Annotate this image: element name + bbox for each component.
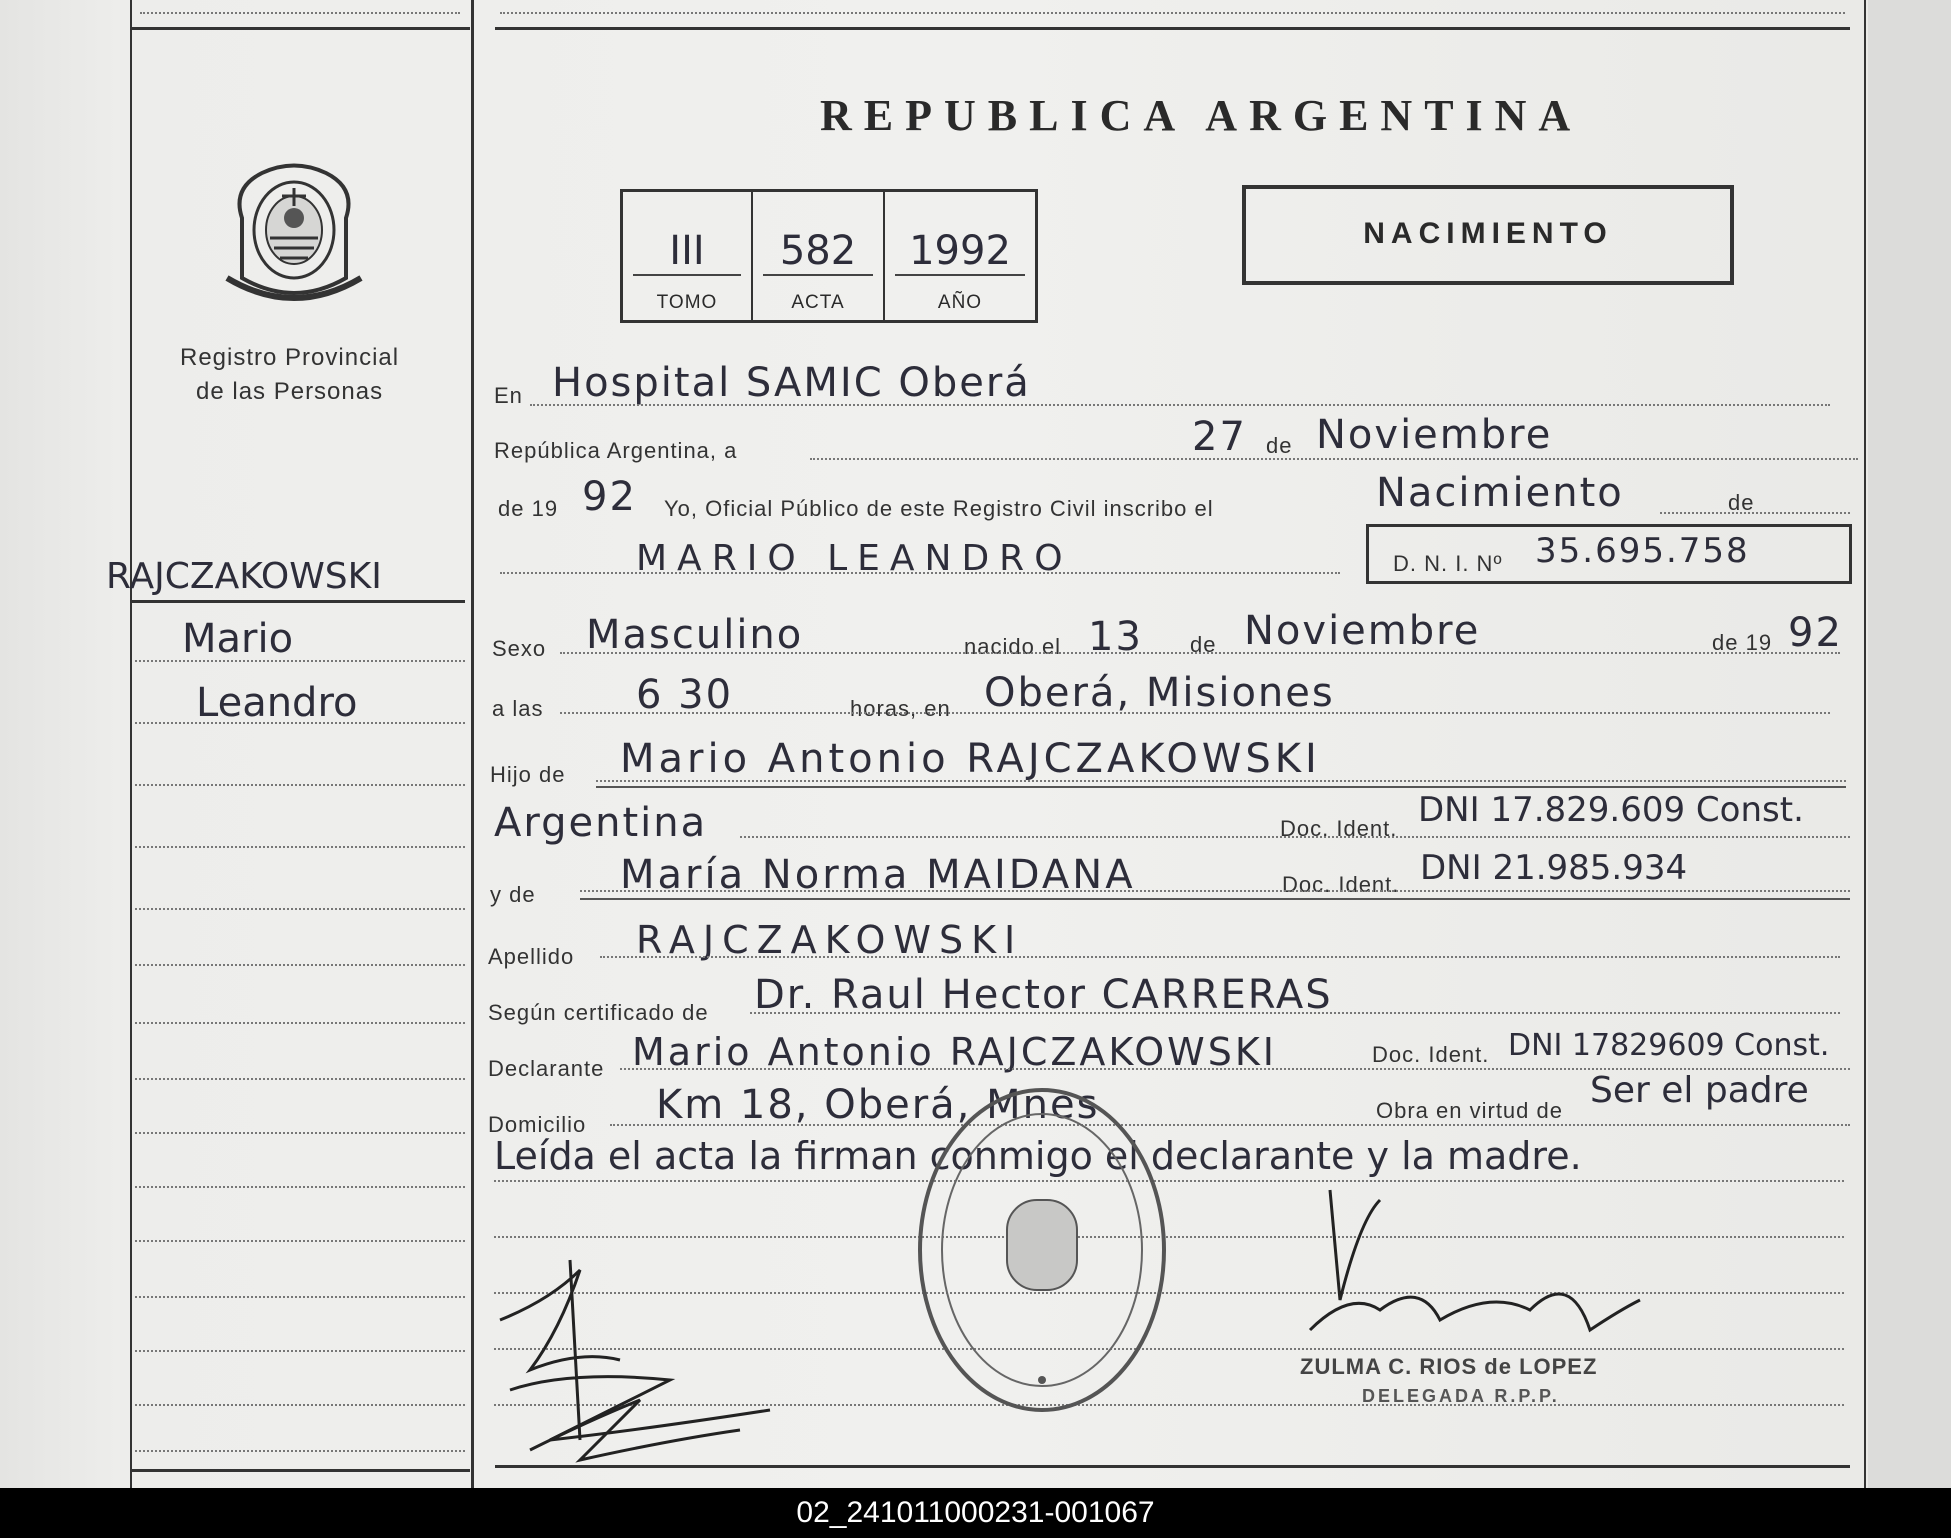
mother-name: María Norma MAIDANA <box>620 852 1136 898</box>
rep-month: Noviembre <box>1316 412 1553 458</box>
bottom-rule-left <box>130 1469 470 1472</box>
margin-line <box>135 1186 465 1188</box>
margin-line <box>135 1078 465 1080</box>
tomo-rule <box>633 274 741 276</box>
acta-cell <box>753 192 885 320</box>
registry-number-box <box>620 189 1038 323</box>
country-title: REPUBLICA ARGENTINA <box>820 91 1583 140</box>
act-type-written: Nacimiento <box>1376 470 1624 516</box>
tomo-value: III <box>669 228 705 274</box>
horas-label: horas, en <box>850 696 951 721</box>
father-name: Mario Antonio RAJCZAKOWSKI <box>620 736 1321 782</box>
officer-signature-icon <box>1290 1180 1650 1360</box>
anio-rule <box>895 274 1025 276</box>
alas-line <box>560 712 1830 714</box>
yde-label: y de <box>490 882 536 907</box>
margin-line <box>135 1404 465 1406</box>
dni-box <box>1366 524 1852 584</box>
hijo-rule <box>596 786 1846 788</box>
child-name-line <box>500 572 1340 574</box>
rep-day: 27 <box>1192 414 1247 460</box>
officer-title: DELEGADA R.P.P. <box>1362 1386 1560 1406</box>
yo-line <box>1660 512 1850 514</box>
mother-doc: DNI 21.985.934 <box>1420 848 1688 888</box>
birth-day: 13 <box>1088 614 1143 660</box>
margin-line <box>135 908 465 910</box>
column-divider <box>471 0 474 1488</box>
top-rule-right <box>495 27 1850 30</box>
act-type-label: NACIMIENTO <box>1363 217 1613 250</box>
anio-value: 1992 <box>909 228 1011 274</box>
tomo-cell <box>623 192 753 320</box>
page-edge <box>1868 0 1951 1488</box>
mother-doc-label: Doc. Ident. <box>1282 872 1400 897</box>
acta-value: 582 <box>779 228 857 274</box>
margin-line <box>135 784 465 786</box>
office-name-line2: de las Personas <box>196 378 384 405</box>
domicilio-value: Km 18, Oberá, Mnes <box>656 1082 1100 1128</box>
margin-line <box>135 846 465 848</box>
en-value: Hospital SAMIC Oberá <box>552 360 1031 406</box>
hijo-line <box>596 780 1846 782</box>
margin-line <box>135 1240 465 1242</box>
margin-line <box>135 1132 465 1134</box>
margin-surname: RAJCZAKOWSKI <box>106 556 382 597</box>
alas-label: a las <box>492 696 544 721</box>
sexo-label: Sexo <box>492 636 547 661</box>
rep-de: de <box>1266 433 1293 458</box>
margin-line <box>135 1350 465 1352</box>
year-prefix: de 19 <box>498 496 559 521</box>
yo-text: Yo, Oficial Público de este Registro Civil inscribo el <box>664 496 1214 521</box>
rep-line <box>810 458 1858 460</box>
margin-line <box>135 1296 465 1298</box>
act-type-box <box>1242 185 1734 285</box>
margin-line <box>135 660 465 662</box>
father-nationality: Argentina <box>494 800 708 846</box>
apellido-line <box>600 956 1840 958</box>
segun-value: Dr. Raul Hector CARRERAS <box>754 972 1333 1018</box>
en-label: En <box>494 383 523 408</box>
place-value: Oberá, Misiones <box>984 670 1335 716</box>
top-dots-right <box>500 12 1845 14</box>
domicilio-line <box>610 1124 1850 1126</box>
provincial-seal-icon <box>222 158 366 308</box>
de-label: de <box>1728 490 1755 515</box>
hour-value: 6 30 <box>636 672 734 718</box>
left-border <box>130 0 132 1488</box>
segun-line <box>750 1012 1840 1014</box>
hijo-label: Hijo de <box>490 762 566 787</box>
declarante-doc-label: Doc. Ident. <box>1372 1042 1490 1067</box>
dni-label: D. N. I. Nº <box>1393 551 1503 576</box>
nat-line <box>740 836 1850 838</box>
top-dots-left <box>140 12 460 14</box>
sexo-value: Masculino <box>586 612 804 658</box>
birth-year-suffix: 92 <box>1788 610 1843 656</box>
tomo-label: TOMO <box>656 292 718 313</box>
sexo-line <box>560 652 1840 654</box>
yde-rule <box>580 898 1850 900</box>
closing-text: Leída el acta la firman conmigo el declarante y la madre. <box>494 1134 1582 1178</box>
en-line <box>530 404 1830 406</box>
officer-name: ZULMA C. RIOS de LOPEZ <box>1300 1354 1598 1379</box>
father-doc-label: Doc. Ident. <box>1280 816 1398 841</box>
anio-cell <box>885 192 1035 320</box>
office-name-line1: Registro Provincial <box>180 344 400 371</box>
image-id-footer: 02_241011000231-001067 <box>0 1488 1951 1538</box>
apellido-label: Apellido <box>488 944 575 969</box>
acta-label: ACTA <box>791 292 845 313</box>
margin-surname-rule <box>130 600 465 603</box>
obra-value: Ser el padre <box>1590 1070 1809 1111</box>
yde-line <box>580 890 1850 892</box>
official-stamp-icon <box>912 1080 1172 1420</box>
margin-name1: Mario <box>182 616 294 662</box>
domicilio-label: Domicilio <box>488 1112 587 1137</box>
child-name: MARIO LEANDRO <box>636 538 1073 579</box>
year-suffix: 92 <box>582 474 637 520</box>
dni-value: 35.695.758 <box>1535 531 1750 571</box>
nacido-label: nacido el <box>964 634 1062 659</box>
father-doc: DNI 17.829.609 Const. <box>1418 790 1804 830</box>
margin-line <box>135 1022 465 1024</box>
margin-line <box>135 1450 465 1452</box>
rep-label: República Argentina, a <box>494 438 738 463</box>
birth-year-prefix: de 19 <box>1712 630 1773 655</box>
margin-line <box>135 964 465 966</box>
declarante-value: Mario Antonio RAJCZAKOWSKI <box>632 1030 1277 1074</box>
birth-month: Noviembre <box>1244 608 1481 654</box>
anio-label: AÑO <box>937 292 983 313</box>
declarante-doc: DNI 17829609 Const. <box>1508 1028 1830 1063</box>
apellido-value: RAJCZAKOWSKI <box>636 918 1024 962</box>
margin-name2: Leandro <box>196 680 358 726</box>
declarant-signature-icon <box>490 1240 790 1470</box>
segun-label: Según certificado de <box>488 1000 709 1025</box>
acta-rule <box>763 274 873 276</box>
right-border <box>1864 0 1866 1488</box>
obra-label: Obra en virtud de <box>1376 1098 1563 1123</box>
margin-line <box>135 722 465 724</box>
top-rule-left <box>130 27 470 30</box>
birth-de: de <box>1190 632 1217 657</box>
declarante-label: Declarante <box>488 1056 605 1081</box>
